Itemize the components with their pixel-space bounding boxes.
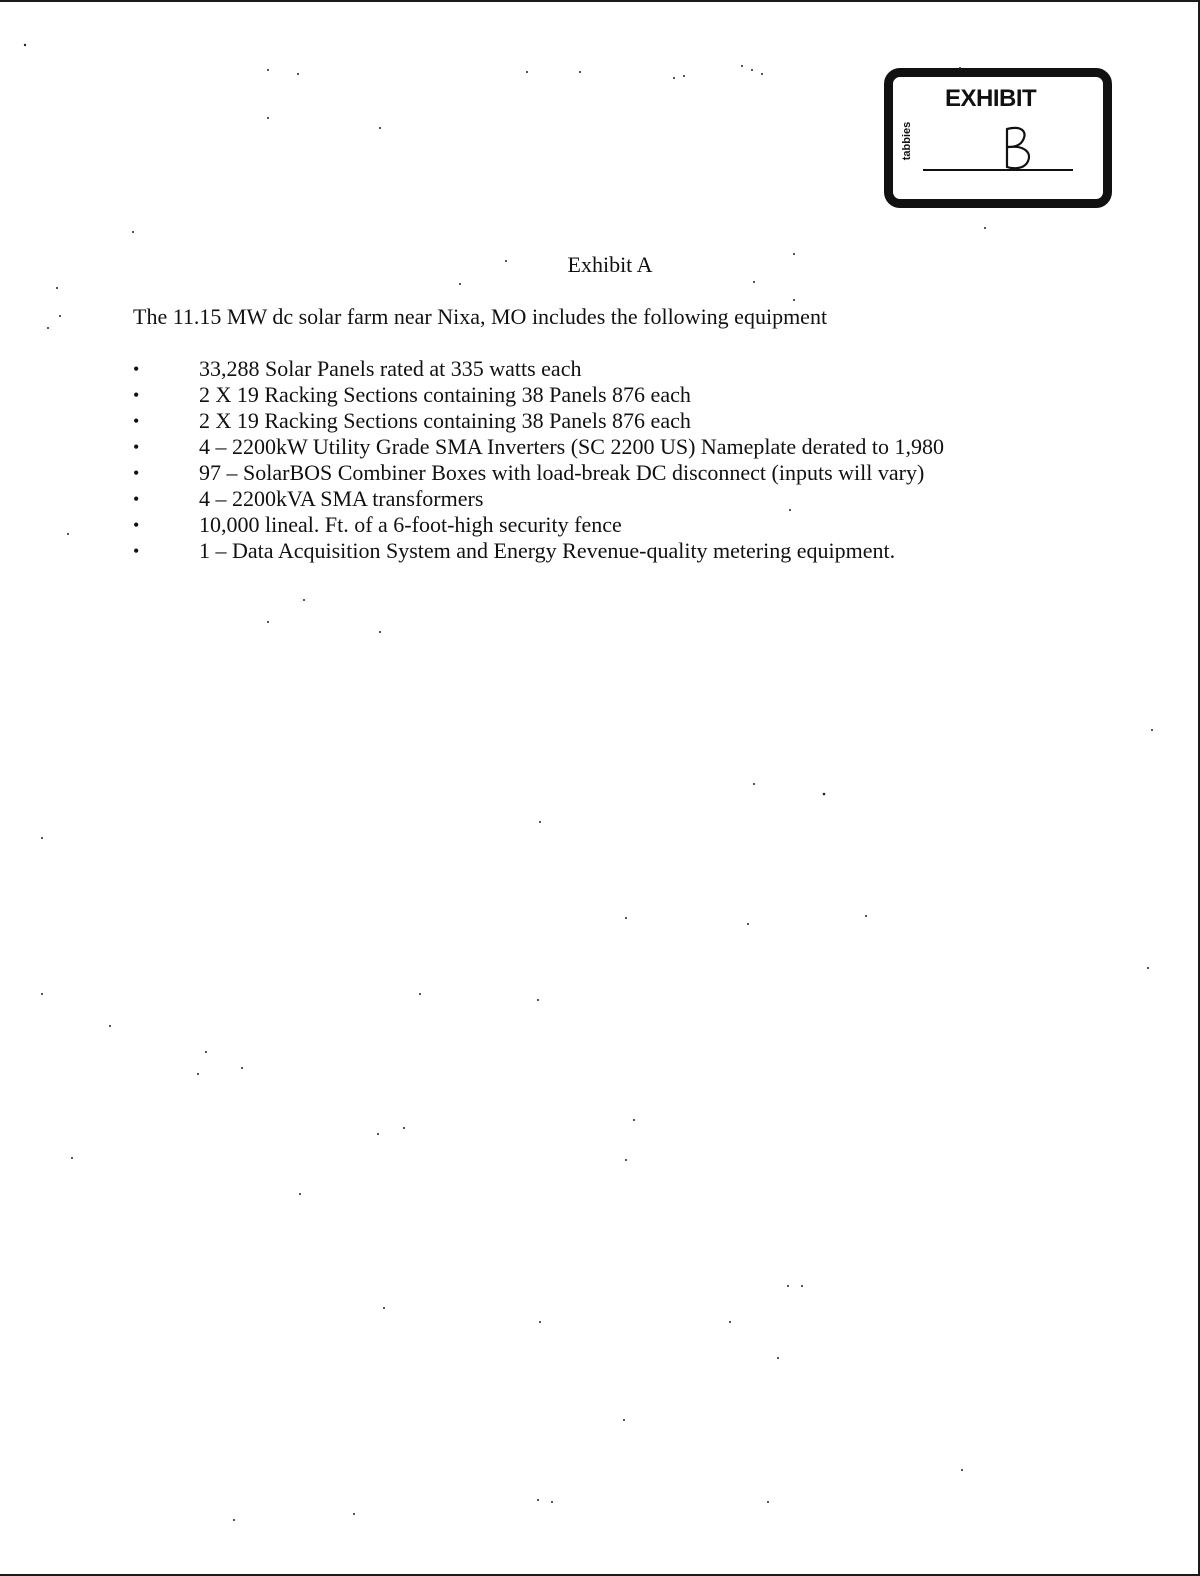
equipment-item-text: 10,000 lineal. Ft. of a 6-foot-high security fence [199,512,622,537]
bullet-icon: • [133,463,140,483]
equipment-item-text: 1 – Data Acquisition System and Energy Revenue-quality metering equipment. [199,538,896,563]
equipment-list [133,356,944,564]
equipment-item-text: 97 – SolarBOS Combiner Boxes with load-break DC disconnect (inputs will vary) [199,460,925,485]
equipment-item-text: 4 – 2200kW Utility Grade SMA Inverters (SC 2200 US) Nameplate derated to 1,980 [199,434,945,459]
equipment-item [133,434,944,460]
bullet-icon: • [133,515,140,535]
document-title: Exhibit A [567,252,653,277]
bullet-icon: • [133,489,140,509]
exhibit-sticker-title: EXHIBIT [945,85,1037,112]
exhibit-sticker-brand: tabbies [901,121,913,161]
exhibit-sticker [884,68,1112,208]
equipment-item [133,460,944,486]
equipment-item-text: 4 – 2200kVA SMA transformers [199,486,484,511]
equipment-item [133,512,944,538]
equipment-item-text: 2 X 19 Racking Sections containing 38 Panels 876 each [199,408,691,433]
equipment-item [133,538,944,564]
exhibit-handwritten-letter [997,123,1037,173]
equipment-item [133,382,944,408]
bullet-icon: • [133,411,140,431]
equipment-item [133,408,944,434]
equipment-item [133,356,944,382]
bullet-icon: • [133,385,140,405]
equipment-item-text: 33,288 Solar Panels rated at 335 watts each [199,356,582,381]
bullet-icon: • [133,541,140,561]
bullet-icon: • [133,359,140,379]
equipment-item-text: 2 X 19 Racking Sections containing 38 Panels 876 each [199,382,691,407]
intro-sentence: The 11.15 MW dc solar farm near Nixa, MO includes the following equipment [133,304,828,329]
bullet-icon: • [133,437,140,457]
exhibit-sticker-line [923,169,1073,171]
equipment-item [133,486,944,512]
